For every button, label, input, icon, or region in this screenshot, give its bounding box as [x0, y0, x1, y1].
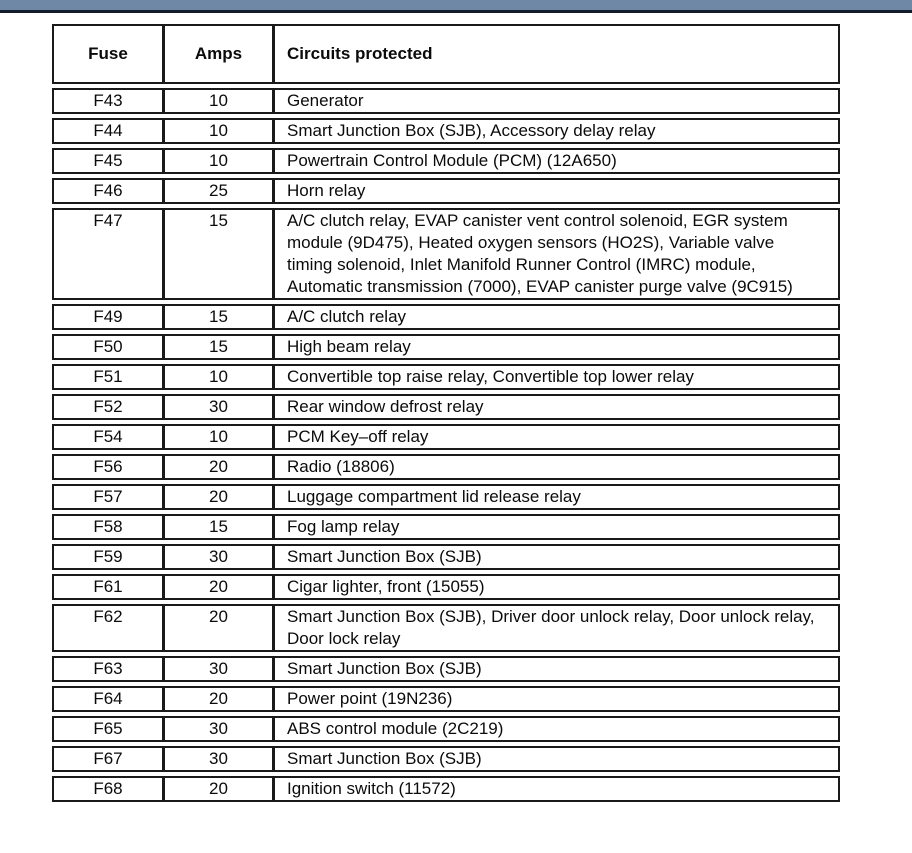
- circuits-cell: Luggage compartment lid release relay: [272, 486, 838, 508]
- table-row: [52, 118, 840, 144]
- fuse-cell: F57: [93, 487, 123, 506]
- document-page: [0, 13, 912, 802]
- table-row: [52, 656, 840, 682]
- column-header-circuits: Circuits protected: [272, 26, 838, 82]
- table-row: [52, 716, 840, 742]
- table-row: [52, 208, 840, 300]
- table-row: [52, 334, 840, 360]
- table-row: [52, 178, 840, 204]
- table-row: [52, 544, 840, 570]
- circuits-cell: PCM Key–off relay: [272, 426, 838, 448]
- fuse-cell: F43: [93, 91, 123, 110]
- circuits-cell: Cigar lighter, front (15055): [272, 576, 838, 598]
- fuse-cell: F50: [93, 337, 123, 356]
- amps-cell: 30: [162, 546, 272, 568]
- table-row: [52, 514, 840, 540]
- fuse-cell: F56: [93, 457, 123, 476]
- table-row: [52, 88, 840, 114]
- circuits-cell: A/C clutch relay: [272, 306, 838, 328]
- fuse-cell: F68: [93, 779, 123, 798]
- circuits-cell: Power point (19N236): [272, 688, 838, 710]
- fuse-cell: F44: [93, 121, 123, 140]
- fuse-cell: F65: [93, 719, 123, 738]
- circuits-cell: Rear window defrost relay: [272, 396, 838, 418]
- amps-cell: 30: [162, 718, 272, 740]
- circuits-cell: Radio (18806): [272, 456, 838, 478]
- fuse-cell: F54: [93, 427, 123, 446]
- fuse-cell: F51: [93, 367, 123, 386]
- amps-cell: 20: [162, 456, 272, 478]
- circuits-cell: High beam relay: [272, 336, 838, 358]
- circuits-cell: Horn relay: [272, 180, 838, 202]
- fuse-cell: F58: [93, 517, 123, 536]
- amps-cell: 10: [162, 90, 272, 112]
- top-accent-bar: [0, 0, 912, 13]
- fuse-cell: F49: [93, 307, 123, 326]
- fuse-table: [52, 24, 840, 802]
- circuits-cell: Powertrain Control Module (PCM) (12A650): [272, 150, 838, 172]
- table-header-row: [52, 24, 840, 84]
- circuits-cell: Smart Junction Box (SJB): [272, 658, 838, 680]
- amps-cell: 20: [162, 576, 272, 598]
- circuits-cell: A/C clutch relay, EVAP canister vent control solenoid, EGR system module (9D475), Heated oxygen sensors (HO2S), Variable valve timing solenoid, Inlet Manifold Runner Control (IMRC) module, Automatic transmission (7000), EVAP canister purge valve (9C915): [272, 210, 838, 298]
- amps-cell: 10: [162, 366, 272, 388]
- table-row: [52, 364, 840, 390]
- amps-cell: 20: [162, 606, 272, 650]
- amps-cell: 25: [162, 180, 272, 202]
- amps-cell: 20: [162, 486, 272, 508]
- table-row: [52, 424, 840, 450]
- circuits-cell: Ignition switch (11572): [272, 778, 838, 800]
- amps-cell: 30: [162, 658, 272, 680]
- fuse-cell: F59: [93, 547, 123, 566]
- amps-cell: 10: [162, 120, 272, 142]
- fuse-cell: F61: [93, 577, 123, 596]
- circuits-cell: Smart Junction Box (SJB), Accessory delay relay: [272, 120, 838, 142]
- amps-cell: 15: [162, 516, 272, 538]
- table-row: [52, 574, 840, 600]
- column-header-amps: Amps: [162, 26, 272, 82]
- table-row: [52, 304, 840, 330]
- amps-cell: 30: [162, 748, 272, 770]
- amps-cell: 15: [162, 306, 272, 328]
- fuse-cell: F64: [93, 689, 123, 708]
- fuse-cell: F52: [93, 397, 123, 416]
- circuits-cell: ABS control module (2C219): [272, 718, 838, 740]
- table-row: [52, 148, 840, 174]
- table-row: [52, 746, 840, 772]
- amps-cell: 10: [162, 150, 272, 172]
- fuse-cell: F46: [93, 181, 123, 200]
- circuits-cell: Smart Junction Box (SJB): [272, 546, 838, 568]
- table-row: [52, 776, 840, 802]
- fuse-cell: F63: [93, 659, 123, 678]
- circuits-cell: Fog lamp relay: [272, 516, 838, 538]
- fuse-cell: F62: [93, 607, 123, 626]
- fuse-cell: F45: [93, 151, 123, 170]
- circuits-cell: Smart Junction Box (SJB), Driver door unlock relay, Door unlock relay, Door lock relay: [272, 606, 838, 650]
- table-row: [52, 394, 840, 420]
- amps-cell: 20: [162, 778, 272, 800]
- circuits-cell: Smart Junction Box (SJB): [272, 748, 838, 770]
- table-body: [52, 88, 840, 802]
- amps-cell: 10: [162, 426, 272, 448]
- table-row: [52, 604, 840, 652]
- table-row: [52, 454, 840, 480]
- table-row: [52, 484, 840, 510]
- amps-cell: 15: [162, 210, 272, 298]
- circuits-cell: Generator: [272, 90, 838, 112]
- fuse-cell: F47: [93, 211, 123, 230]
- fuse-cell: F67: [93, 749, 123, 768]
- table-row: [52, 686, 840, 712]
- amps-cell: 20: [162, 688, 272, 710]
- circuits-cell: Convertible top raise relay, Convertible top lower relay: [272, 366, 838, 388]
- column-header-fuse: Fuse: [88, 44, 128, 63]
- amps-cell: 15: [162, 336, 272, 358]
- amps-cell: 30: [162, 396, 272, 418]
